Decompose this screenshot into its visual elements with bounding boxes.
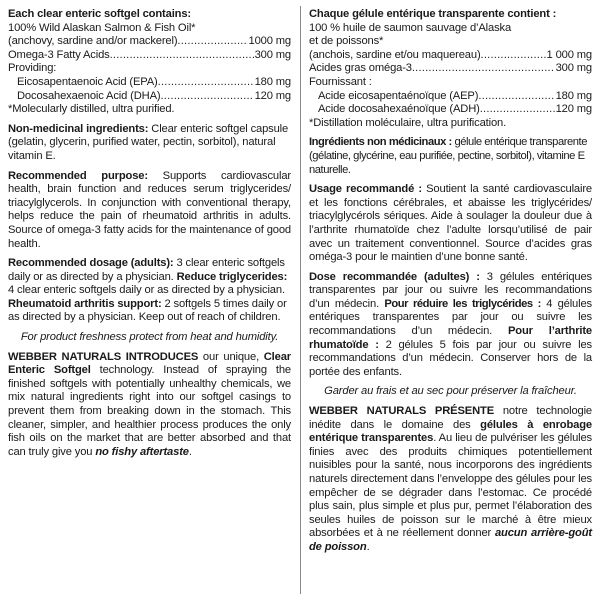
epa-row xyxy=(8,76,291,90)
dose-heading-fr: Dose recommandée (adultes) : xyxy=(309,270,480,283)
providing-label: Providing: xyxy=(8,62,57,75)
nonmedicinal-heading: Non-medicinal ingredients: xyxy=(8,122,149,135)
nonmedicinal-paragraph-fr xyxy=(309,136,592,177)
epa-row-fr xyxy=(309,90,592,104)
omega-row-fr xyxy=(309,62,592,76)
omega-label: Omega-3 Fatty Acids xyxy=(8,48,110,61)
epa-label-fr: Acide eicosapentaénoïque (AEP) xyxy=(318,89,479,102)
dot-leader xyxy=(177,35,247,49)
oil-line: 100% Wild Alaskan Salmon & Fish Oil* xyxy=(8,21,196,34)
contains-heading: Each clear enteric softgel contains: xyxy=(8,8,191,20)
technology-name-fr: gélules à enrobage entérique transparentes xyxy=(309,418,592,445)
nonmedicinal-text-fr: gélule entérique transparente (gélatine, glycérine, eau purifiée, pectine, sorbitol), vitamine E naturelle. xyxy=(309,136,587,176)
triglycerides-heading: Reduce triglycerides: xyxy=(176,270,288,283)
presente-text-fr: notre technologie inédite dans le domaine des xyxy=(309,405,592,431)
oil-amount-row xyxy=(8,35,291,49)
purpose-text: Supports cardiovascular health, brain function and reduces serum triglycerides/ triacylglycerols. In conjunction with conventional therapy, helps reduce the pain of rheumatoid arthritis in adults. Source of omega-3 fatty acids for the maintenance of good health. xyxy=(8,169,291,250)
usage-text-fr: Soutient la santé cardiovasculaire et les fonctions cérébrales, et abaisse les triglycérides/ triacylglycérols sériques. Aide à soulager la douleur due à l’arthrite rhumatoïde chez l’adulte lorsqu’utilisé de pair avec un traitement conventionnel. Source d’acides gras oméga-3 pour le maintien d’une bonne santé. xyxy=(309,183,592,264)
dha-amount: 120 mg xyxy=(254,89,291,102)
contains-heading-fr: Chaque gélule entérique transparente contient : xyxy=(309,8,557,20)
introduces-text: our unique, xyxy=(198,350,264,363)
triglycerides-heading-fr: Pour réduire les triglycérides : xyxy=(384,297,541,310)
dha-amount-fr: 120 mg xyxy=(555,103,592,116)
arthritis-heading-fr: Pour l’arthrite rhumatoïde : xyxy=(309,325,593,351)
dot-leader xyxy=(110,49,254,63)
aftertaste-tagline-fr: aucun arrière-goût de poisson xyxy=(309,527,592,553)
nonmedicinal-heading-fr: Ingrédients non médicinaux : xyxy=(309,136,452,149)
dha-row-fr xyxy=(309,103,592,117)
purpose-paragraph xyxy=(8,170,291,252)
omega-amount-fr: 300 mg xyxy=(555,62,592,75)
introduces-end: . xyxy=(188,445,192,458)
dha-label-fr: Acide docosahexaénoïque (ADH) xyxy=(318,103,480,116)
aftertaste-tagline: no fishy aftertaste xyxy=(95,445,189,458)
dosage-heading: Recommended dosage (adults): xyxy=(8,257,174,270)
oil-line-fr: 100 % huile de saumon sauvage d’Alaska xyxy=(309,21,512,34)
dot-leader xyxy=(478,90,554,104)
arthritis-text-fr: 2 gélules 5 fois par jour ou suivre les recommandations d’un médecin. Conserver hors de la portée des enfants. xyxy=(309,338,592,378)
dha-row xyxy=(8,90,291,104)
nonmedicinal-text: Clear enteric softgel capsule (gelatin, glycerin, purified water, pectin, sorbitol), natural vitamin E. xyxy=(8,122,289,162)
omega-label-fr: Acides gras oméga-3 xyxy=(309,62,412,75)
oil-source-label: (anchovy, sardine and/or mackerel) xyxy=(8,35,178,48)
dosage-paragraph xyxy=(8,257,291,325)
freshness-note: For product freshness protect from heat and humidity. xyxy=(20,331,279,344)
french-column xyxy=(309,8,592,555)
oil-line-fr-2: et de poissons* xyxy=(309,35,384,48)
triglycerides-text-fr: 4 gélules entériques transparentes par jour ou suivre les recommandations d’un médecin. xyxy=(309,297,592,338)
usage-paragraph-fr xyxy=(309,183,592,265)
technology-name: Clear Enteric Softgel xyxy=(8,350,291,377)
dot-leader xyxy=(480,103,555,117)
presente-body-fr: . Au lieu de pulvériser les gélules finies avec des produits chimiques potentiellement nuisibles pour la santé, nous incorporons des ingrédients naturels directement dans l’enveloppe des gélules pour les empêcher de se dégrader dans l’estomac. Ce procédé plus sain, plus simple et plus pur, permet l’élaboration des seules huiles de poisson sur le marché à être mieux absorbées et à ne réellement donner xyxy=(309,432,592,540)
dot-leader xyxy=(412,62,555,76)
epa-amount: 180 mg xyxy=(254,75,291,88)
oil-amount-fr: 1 000 mg xyxy=(546,48,592,61)
oil-amount: 1000 mg xyxy=(248,35,291,48)
presente-end-fr: . xyxy=(366,540,370,553)
providing-label-fr: Fournissant : xyxy=(309,75,372,88)
dot-leader xyxy=(158,76,254,90)
introduces-body: technology. Instead of spraying the finished softgels with potentially unhealthy chemicals, we mix natural ingredients right into our softgel casings to prevent them from breaking down in the stomach. This cleaner, simpler, and healthier process produces the only fish oils on the market that are better absorbed and that can truly give you xyxy=(8,364,291,458)
dose-text-fr: 3 gélules entériques transparentes par jour ou suivre les recommandations d’un médecin. xyxy=(309,270,592,310)
arthritis-heading: Rheumatoid arthritis support: xyxy=(8,297,162,310)
freshness-note-fr: Garder au frais et au sec pour préserver la fraîcheur. xyxy=(324,385,577,398)
triglycerides-text: 4 clear enteric softgels daily or as directed by a physician. xyxy=(8,284,285,297)
presente-paragraph-fr xyxy=(309,405,592,555)
dot-leader xyxy=(481,49,546,63)
usage-heading-fr: Usage recommandé : xyxy=(309,183,422,196)
oil-amount-row-fr xyxy=(309,49,592,63)
introduces-paragraph xyxy=(8,351,291,460)
english-column xyxy=(8,8,291,459)
dosage-text: 3 clear enteric softgels daily or as directed by a physician. xyxy=(8,257,285,283)
purpose-heading: Recommended purpose: xyxy=(8,169,148,182)
presente-heading-fr: WEBBER NATURALS PRÉSENTE xyxy=(309,405,495,418)
dose-paragraph-fr xyxy=(309,271,592,380)
omega-row xyxy=(8,49,291,63)
oil-source-label-fr: (anchois, sardine et/ou maquereau) xyxy=(309,48,481,61)
dot-leader xyxy=(160,90,253,104)
nonmedicinal-paragraph xyxy=(8,123,291,164)
epa-label: Eicosapentaenoic Acid (EPA) xyxy=(17,75,158,88)
epa-amount-fr: 180 mg xyxy=(555,89,592,102)
introduces-heading: WEBBER NATURALS INTRODUCES xyxy=(8,350,199,363)
dha-label: Docosahexaenoic Acid (DHA) xyxy=(17,89,161,102)
omega-amount: 300 mg xyxy=(254,48,291,61)
column-divider xyxy=(300,6,301,594)
arthritis-text: 2 softgels 5 times daily or as directed by a physician. Keep out of reach of children. xyxy=(8,297,287,324)
distilled-note-fr: *Distillation moléculaire, ultra purification. xyxy=(309,116,507,129)
distilled-note: *Molecularly distilled, ultra purified. xyxy=(8,103,175,116)
